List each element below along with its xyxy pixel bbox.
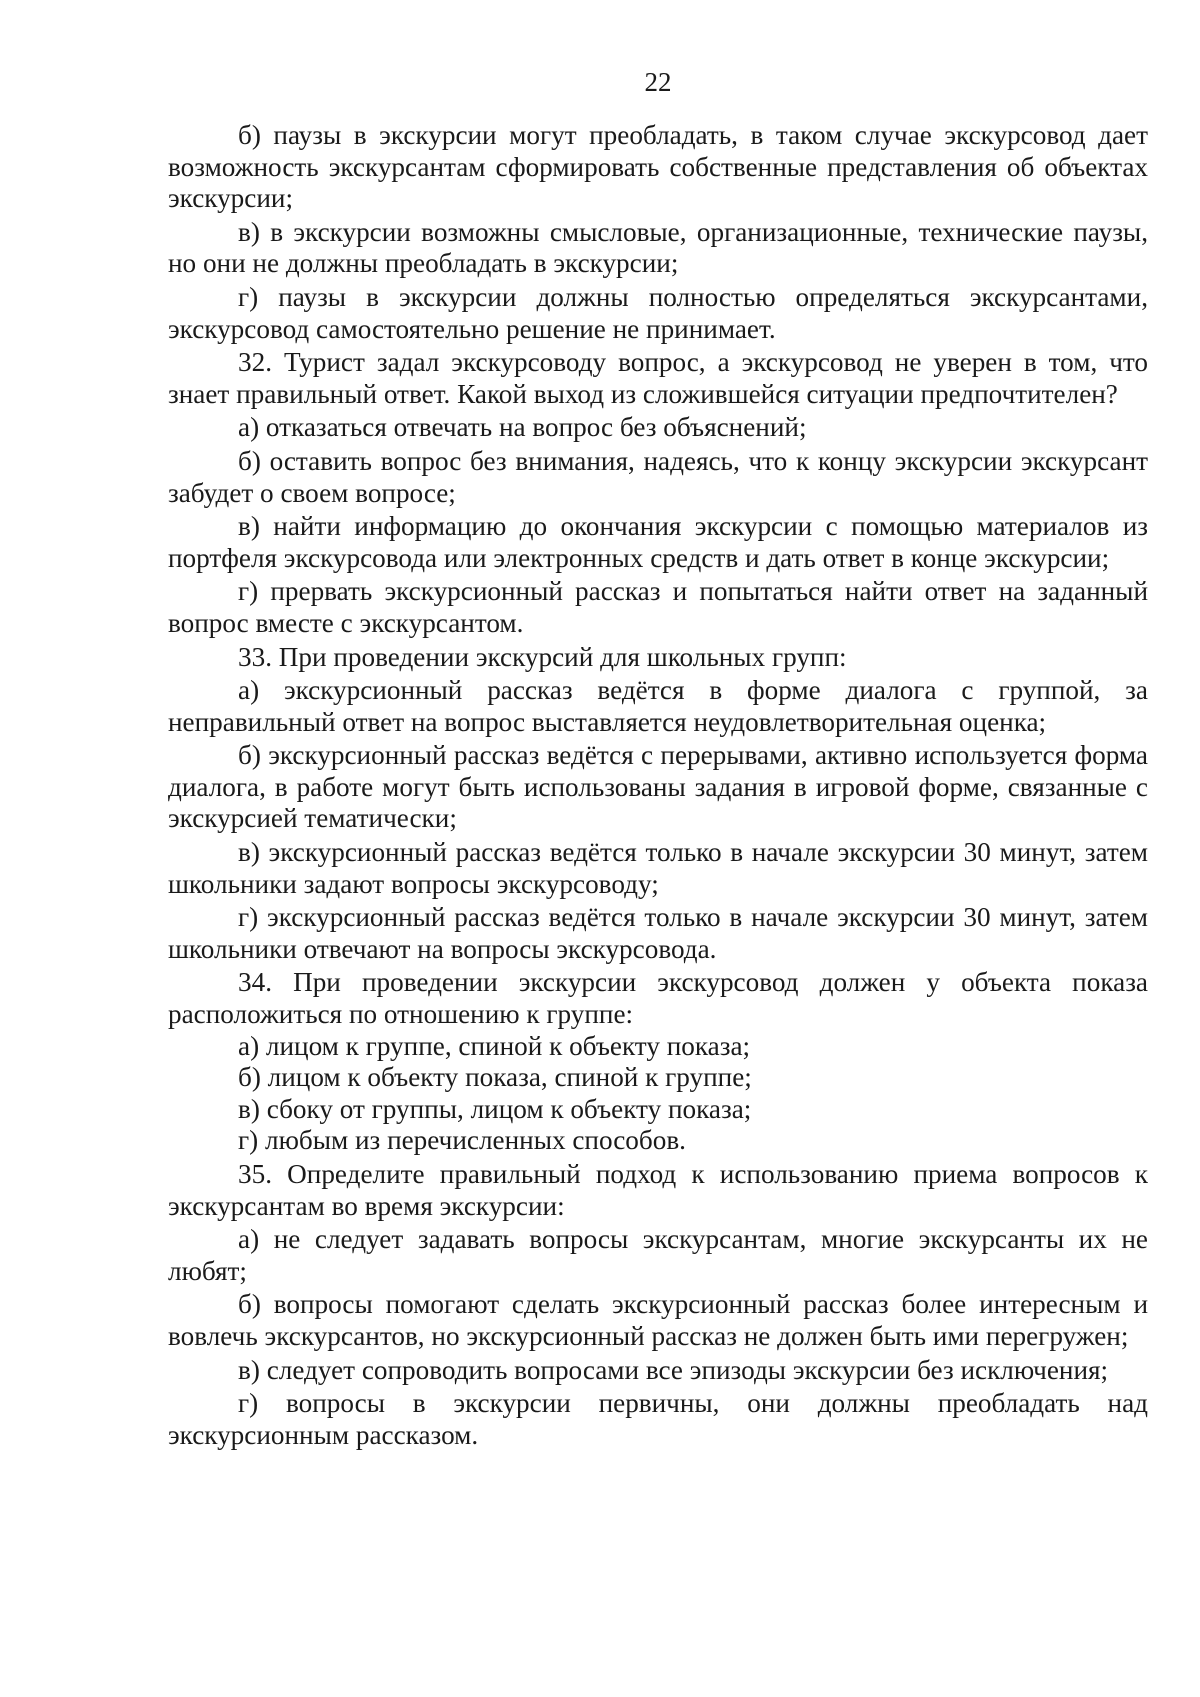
question-32-option-b: б) оставить вопрос без внимания, надеясь, что к концу экскурсии экскурсант забудет о своем вопросе; <box>168 445 1148 508</box>
question-34: 34. При проведении экскурсии экскурсовод должен у объекта показа расположиться по отношению к группе: <box>168 967 1148 1030</box>
question-34-option-a: а) лицом к группе, спиной к объекту показа; <box>238 1030 751 1061</box>
answer-option-b-pauses: б) паузы в экскурсии могут преобладать, в таком случае экскурсовод дает возможность экскурсантам сформировать собственные представления об объектах экскурсии; <box>168 120 1148 214</box>
page-number: 22 <box>644 67 672 97</box>
question-34-option-v: в) сбоку от группы, лицом к объекту показа; <box>238 1093 752 1124</box>
question-33-option-v: в) экскурсионный рассказ ведётся только в начале экскурсии 30 минут, затем школьники задают вопросы экскурсоводу; <box>168 837 1148 899</box>
question-34-option-g: г) любым из перечисленных способов. <box>238 1125 686 1156</box>
question-33: 33. При проведении экскурсий для школьных групп: <box>238 641 847 672</box>
question-35-option-g: г) вопросы в экскурсии первичны, они должны преобладать над экскурсионным рассказом. <box>168 1388 1148 1450</box>
question-33-option-g: г) экскурсионный рассказ ведётся только в начале экскурсии 30 минут, затем школьники отвечают на вопросы экскурсовода. <box>168 902 1148 964</box>
question-35-option-v: в) следует сопроводить вопросами все эпизоды экскурсии без исключения; <box>238 1354 1109 1385</box>
question-33-option-b: б) экскурсионный рассказ ведётся с перерывами, активно используется форма диалога, в работе могут быть использованы задания в игровой форме, связанные с экскурсией тематически; <box>168 740 1148 834</box>
question-32-option-v: в) найти информацию до окончания экскурсии с помощью материалов из портфеля экскурсовода или электронных средств и дать ответ в конце экскурсии; <box>168 511 1148 573</box>
question-32: 32. Турист задал экскурсоводу вопрос, а экскурсовод не уверен в том, что знает правильный ответ. Какой выход из сложившейся ситуации предпочтителен? <box>168 347 1148 409</box>
question-32-option-a: а) отказаться отвечать на вопрос без объяснений; <box>238 412 807 443</box>
question-35-option-b: б) вопросы помогают сделать экскурсионный рассказ более интересным и вовлечь экскурсантов, но экскурсионный рассказ не должен быть ими перегружен; <box>168 1289 1148 1351</box>
question-34-option-b: б) лицом к объекту показа, спиной к группе; <box>238 1062 752 1093</box>
question-32-option-g: г) прервать экскурсионный рассказ и попытаться найти ответ на заданный вопрос вместе с экскурсантом. <box>168 576 1148 638</box>
question-35: 35. Определите правильный подход к использованию приема вопросов к экскурсантам во время экскурсии: <box>168 1159 1148 1221</box>
question-33-option-a: а) экскурсионный рассказ ведётся в форме диалога с группой, за неправильный ответ на вопрос выставляется неудовлетворительная оценка; <box>168 675 1148 737</box>
answer-option-g-pauses: г) паузы в экскурсии должны полностью определяться экскурсантами, экскурсовод самостоятельно решение не принимает. <box>168 281 1148 344</box>
document-body <box>168 120 1148 1451</box>
question-35-option-a: а) не следует задавать вопросы экскурсантам, многие экскурсанты их не любят; <box>168 1224 1148 1286</box>
answer-option-v-pauses: в) в экскурсии возможны смысловые, организационные, технические паузы, но они не должны преобладать в экскурсии; <box>168 216 1148 279</box>
